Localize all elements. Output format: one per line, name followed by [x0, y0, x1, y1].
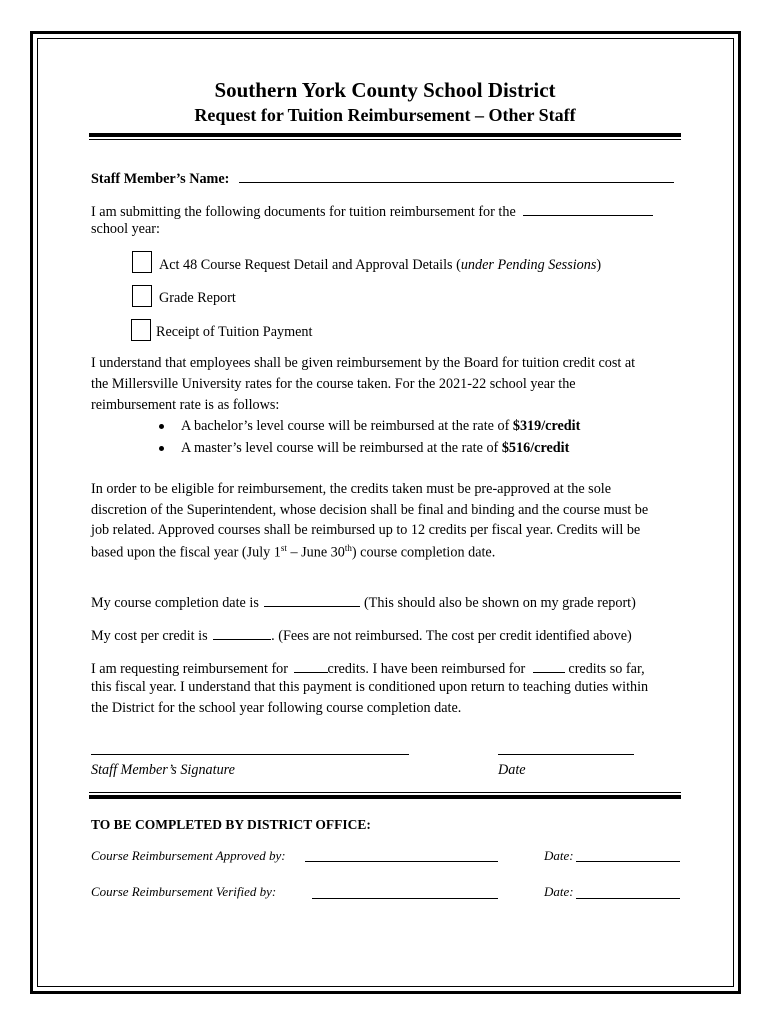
staff-name-field-extension[interactable] [584, 168, 674, 183]
understand-line-2: the Millersville University rates for the course taken. For the 2021-22 school year the [91, 376, 576, 392]
signature-line[interactable] [91, 754, 409, 755]
checkbox-grade-report[interactable] [132, 285, 152, 307]
verified-date-label: Date: [544, 884, 574, 899]
submitting-line [91, 201, 653, 221]
approved-date-field[interactable] [576, 861, 680, 862]
staff-name-row [91, 168, 674, 188]
requesting-line-2: this fiscal year. I understand that this payment is conditioned upon return to teaching duties within [91, 679, 649, 695]
completion-date-row: My course completion date is (This should also be shown on my grade report) [91, 592, 636, 612]
office-rule-thin [89, 792, 681, 793]
signature-label: Staff Member’s Signature [91, 762, 235, 778]
verified-by-field[interactable] [312, 898, 498, 899]
master-rate: A master’s level course will be reimbursed at the rate of $516/credit [181, 440, 570, 456]
verified-date-field[interactable] [576, 898, 680, 899]
bachelor-rate: A bachelor’s level course will be reimbursed at the rate of $319/credit [181, 418, 581, 434]
checkbox-receipt[interactable] [131, 319, 151, 341]
verified-by-label: Course Reimbursement Verified by: [91, 884, 277, 899]
approved-date-label: Date: [544, 848, 574, 863]
credits-requested-field[interactable] [294, 658, 328, 673]
completion-date-field[interactable] [264, 592, 360, 607]
office-heading: TO BE COMPLETED BY DISTRICT OFFICE: [91, 817, 371, 832]
office-rule-thick [89, 795, 681, 799]
submitting-text-cont: school year: [91, 221, 160, 237]
requesting-line-3: the District for the school year following course completion date. [91, 700, 462, 716]
eligibility-line-2: discretion of the Superintendent, whose decision shall be final and binding and the course must be [91, 502, 649, 518]
staff-name-label: Staff Member’s Name: [91, 171, 230, 187]
understand-line-3: reimbursement rate is as follows: [91, 397, 280, 413]
understand-line-1: I understand that employees shall be given reimbursement by the Board for tuition credit cost at [91, 355, 636, 371]
document-title: Southern York County School District [214, 78, 556, 102]
eligibility-line-4: based upon the fiscal year (July 1st – June 30th) course completion date. [91, 543, 496, 561]
requesting-line-1: I am requesting reimbursement for credits. I have been reimbursed for credits so far, [91, 658, 645, 678]
header-rule-thick [89, 133, 681, 137]
checkbox-act48-label: Act 48 Course Request Detail and Approval Details (under Pending Sessions) [159, 257, 602, 273]
checkbox-act48[interactable] [132, 251, 152, 273]
approved-by-field[interactable] [305, 861, 498, 862]
staff-name-field[interactable] [239, 168, 584, 183]
document-subtitle: Request for Tuition Reimbursement – Other Staff [194, 105, 576, 125]
checkbox-receipt-label: Receipt of Tuition Payment [156, 324, 313, 340]
credits-reimbursed-field[interactable] [533, 658, 565, 673]
eligibility-line-1: In order to be eligible for reimbursement, the credits taken must be pre-approved at the sole [91, 481, 612, 497]
checkbox-grade-report-label: Grade Report [159, 290, 236, 306]
submitting-text: I am submitting the following documents for tuition reimbursement for the [91, 204, 516, 220]
header-rule-thin [89, 139, 681, 140]
eligibility-line-3: job related. Approved courses shall be reimbursed up to 12 credits per fiscal year. Credits will be [91, 522, 641, 538]
signature-date-label: Date [498, 762, 526, 778]
approved-by-label: Course Reimbursement Approved by: [91, 848, 286, 863]
bullet-icon [159, 446, 164, 451]
cost-per-credit-field[interactable] [213, 625, 271, 640]
bullet-icon [159, 424, 164, 429]
signature-date-line[interactable] [498, 754, 634, 755]
cost-per-credit-row: My cost per credit is . (Fees are not reimbursed. The cost per credit identified above) [91, 625, 632, 645]
school-year-field[interactable] [523, 201, 653, 216]
